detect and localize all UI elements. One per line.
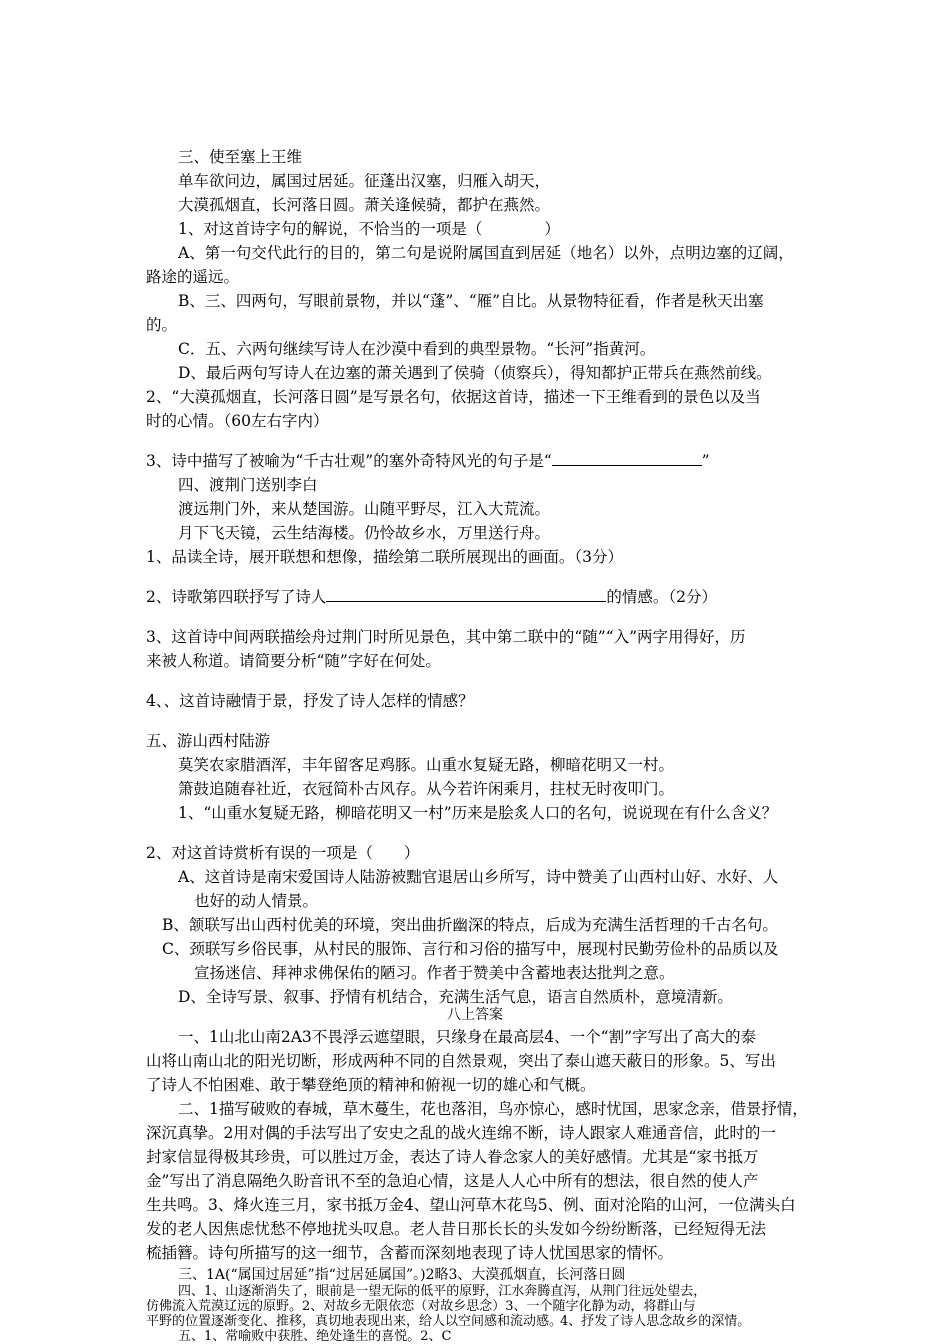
section5-title: 五、游山西村陆游 [146,732,271,750]
answer-p4-line2: 仿佛流入荒漠辽远的原野。2、对故乡无限依恋（对故乡思念）3、一个随字化静为动，将群山与 [146,1299,696,1314]
option-b: B、三、四两句，写眼前景物，并以“蓬”、“雁”自比。从景物特征看，作者是秋天出塞 [178,292,764,310]
section3-title: 三、使至塞上王维 [178,148,303,166]
question-fill: 2、诗歌第四联抒写了诗人 的情感。（2分） [146,588,717,606]
option-a: A、第一句交代此行的目的，第二句是说附属国直到居延（地名）以外，点明边塞的辽阔， [178,244,794,262]
option-d: D、最后两句写诗人在边塞的萧关遇到了侯骑（侦察兵），得知都护正带兵在燕然前线。 [178,364,772,382]
answer-p2-line7: 梳插簪。诗句所描写的这一细节，含蓄而深刻地表现了诗人忧国思家的情怀。 [146,1244,674,1262]
question-fill: 3、诗中描写了被喻为“千古壮观”的塞外奇特风光的句子是“ ” [146,452,710,470]
option-a-cont: 也好的动人情景。 [194,892,319,910]
answer-p2-line2: 深沉真挚。2用对偶的手法写出了安史之乱的战火连绵不断，诗人跟家人难通音信，此时的一 [146,1124,776,1142]
answer-blank[interactable] [326,587,606,602]
answer-p1-line1: 一、1山北山南2A3不畏浮云遮望眼，只缘身在最高层4、一个“割”字写出了高大的泰 [178,1028,756,1046]
question-cont: 时的心情。（60左右字内） [146,412,329,430]
poem-line: 月下飞天镜，云生结海楼。仍怜故乡水，万里送行舟。 [178,524,551,542]
question: 1、品读全诗，展开联想和想像，描绘第二联所展现出的画面。（3分） [146,548,623,566]
question: 1、“山重水复疑无路，柳暗花明又一村”历来是脍炙人口的名句，说说现在有什么含义？ [178,804,778,822]
question: 2、对这首诗赏析有误的一项是（ ） [146,844,420,862]
answer-blank[interactable] [552,451,702,466]
question: 3、这首诗中间两联描绘舟过荆门时所见景色，其中第二联中的“随”“入”两字用得好，历 [146,628,746,646]
option-c-cont: 宣扬迷信、拜神求佛保佑的陋习。作者于赞美中含蓄地表达批判之意。 [194,964,675,982]
option-d: D、全诗写景、叙事、抒情有机结合，充满生活气息，语言自然质朴，意境清新。 [178,988,733,1006]
poem-line: 箫鼓追随春社近，衣冠简朴古风存。从今若许闲乘月，拄杖无时夜叩门。 [178,780,675,798]
option-b: B、颔联写出山西村优美的环境，突出曲折幽深的特点，后成为充满生活哲理的千古名句。 [162,916,778,934]
answer-p1-line2: 山将山南山北的阳光切断，形成两种不同的自然景观，突出了泰山遮天蔽日的形象。5、写出 [146,1052,776,1070]
answers-heading: 八上答案 [447,1007,503,1023]
poem-line: 单车欲问边，属国过居延。征蓬出汉塞，归雁入胡天， [178,172,551,190]
question: 4、、这首诗融情于景，抒发了诗人怎样的情感？ [146,692,474,710]
answer-p3: 三、1A(“属国过居延”指“过居延属国”。)2略3、大漠孤烟直，长河落日圆 [178,1267,626,1283]
answer-p5: 4、抒发了诗人思念故乡的深情。 [560,1314,751,1329]
option-c: C、颈联写乡俗民事，从村民的服饰、言行和习俗的描写中，展现村民勤劳俭朴的品质以及 [162,940,779,958]
option-b-cont: 的。 [146,316,178,334]
question-cont: 来被人称道。请简要分析“随”字好在何处。 [146,652,441,670]
answer-p4-line3: 平野的位置逐渐变化、推移，真切地表现出来，给人以空间感和流动感。 [146,1314,563,1329]
answer-p6: 五、1、常喻败中获胜、绝处逢生的喜悦。2、C [178,1329,452,1344]
answer-p2-line5: 生共鸣。3、烽火连三月，家书抵万金4、望山河草木花鸟5、例、面对沦陷的山河，一位满头白 [146,1196,796,1214]
option-c: C．五、六两句继续写诗人在沙漠中看到的典型景物。“长河”指黄河。 [178,340,656,358]
poem-line: 大漠孤烟直，长河落日圆。萧关逢候骑，都护在燕然。 [178,196,551,214]
option-a: A、这首诗是南宋爱国诗人陆游被黜官退居山乡所写，诗中赞美了山西村山好、水好、人 [178,868,779,886]
answer-p1-line3: 了诗人不怕困难、敢于攀登绝顶的精神和俯视一切的雄心和气概。 [146,1076,596,1094]
answer-p2-line6: 发的老人因焦虑忧愁不停地扰头叹息。老人昔日那长长的头发如今纷纷断落，已经短得无法 [146,1220,767,1238]
answer-p4-line1: 四、1、山逐渐消失了，眼前是一望无际的低平的原野，江水奔腾直泻，从荆门往远处望去， [178,1284,707,1299]
question: 2、“大漠孤烟直，长河落日圆”是写景名句，依据这首诗，描述一下王维看到的景色以及当 [146,388,761,406]
poem-line: 莫笑农家腊酒浑，丰年留客足鸡豚。山重水复疑无路，柳暗花明又一村。 [178,756,675,774]
section4-title: 四、渡荆门送别李白 [178,476,318,494]
option-a-cont: 路途的遥远。 [146,268,240,286]
question: 1、对这首诗字句的解说，不恰当的一项是（ ） [178,220,560,238]
answer-p2-line3: 封家信显得极其珍贵，可以胜过万金，表达了诗人眷念家人的美好感情。尤其是“家书抵万 [146,1148,759,1166]
answer-p2-line1: 二、1描写破败的春城，草木蔓生，花也落泪，鸟亦惊心，感时忧国，思家念亲，借景抒情， [178,1100,808,1118]
answer-p2-line4: 金”写出了消息隔绝久盼音讯不至的急迫心情，这是人人心中所有的想法，很自然的使人产 [146,1172,759,1190]
poem-line: 渡远荆门外，来从楚国游。山随平野尽，江入大荒流。 [178,500,551,518]
